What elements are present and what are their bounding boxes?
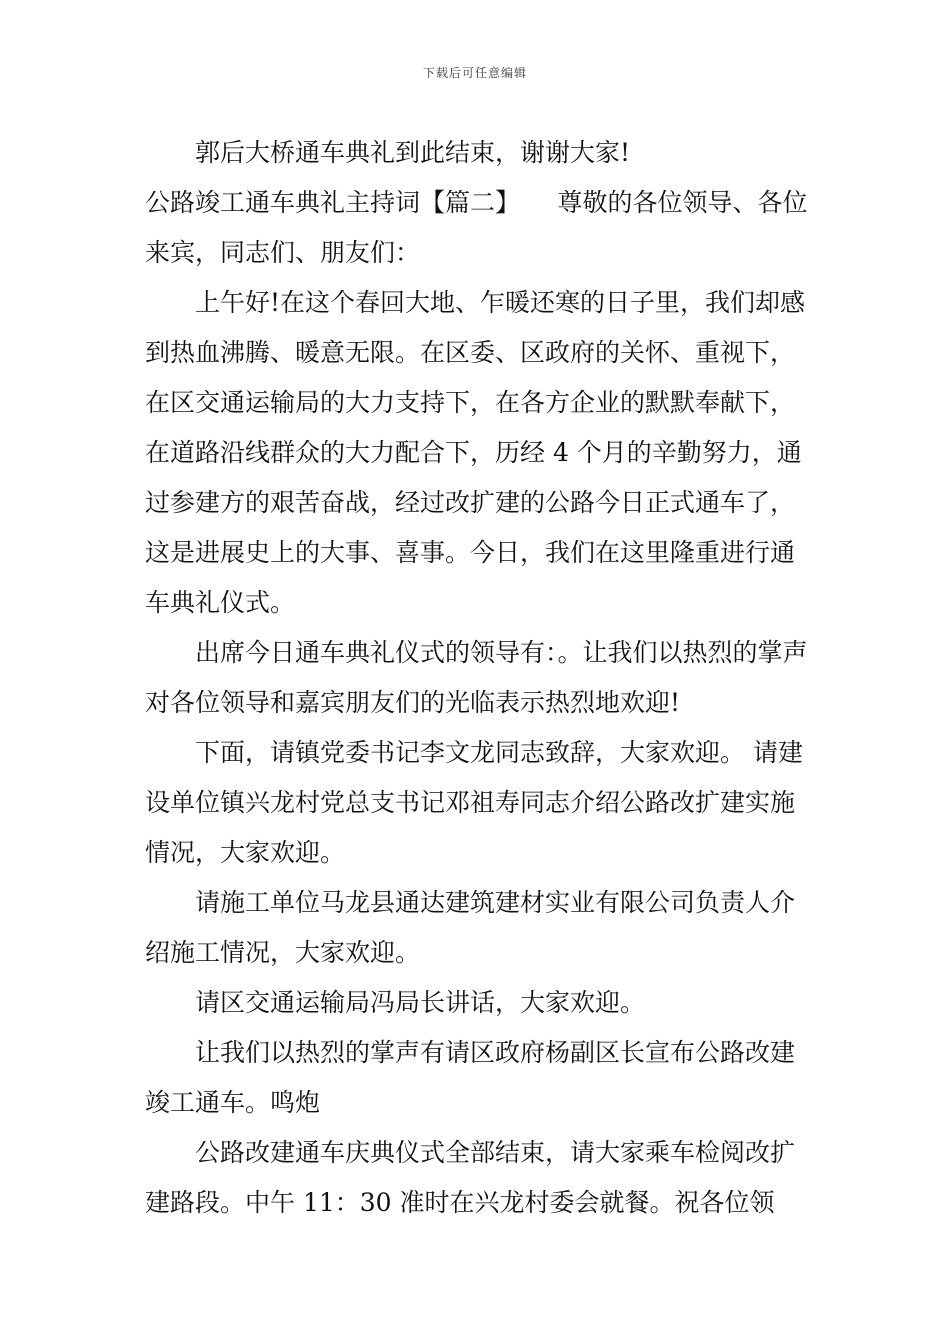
paragraph-opening-speech: 上午好!在这个春回大地、乍暖还寒的日子里，我们却感到热血沸腾、暖意无限。在区委、区政府的关怀、重视下，在区交通运输局的大力支持下，在各方企业的默默奉献下，在道路沿线群众的大力配合下，历经 4 个月的辛勤努力，通过参建方的艰苦奋战，经过改扩建的公路今日正式通车了，这是进展史上的大事、喜事。今日，我们在这里隆重进行通车典礼仪式。 xyxy=(145,288,806,617)
paragraph-ceremony-end: 公路改建通车庆典仪式全部结束，请大家乘车检阅改扩建路段。中午 11：30 准时在兴龙村委会就餐。祝各位领 xyxy=(145,1138,796,1217)
document-body xyxy=(145,128,810,1228)
paragraph-opening-announcement: 让我们以热烈的掌声有请区政府杨副区长宣布公路改建竣工通车。鸣炮 xyxy=(145,1038,796,1117)
paragraph-construction-introduction: 请施工单位马龙县通达建筑建材实业有限公司负责人介绍施工情况，大家欢迎。 xyxy=(145,888,796,967)
paragraph-bureau-chief-speech: 请区交通运输局冯局长讲话，大家欢迎。 xyxy=(195,988,646,1017)
paragraph-section-title-greeting: 公路竣工通车典礼主持词【篇二】 尊敬的各位领导、各位来宾，同志们、朋友们： xyxy=(145,188,808,267)
paragraph-closing-remark: 郭后大桥通车典礼到此结束，谢谢大家! xyxy=(195,138,631,167)
paragraph-attending-leaders: 出席今日通车典礼仪式的领导有：。让我们以热烈的掌声对各位领导和嘉宾朋友们的光临表示热烈地欢迎! xyxy=(145,638,808,717)
page-header: 下载后可任意编辑 xyxy=(422,66,527,80)
paragraph-party-secretary-address: 下面，请镇党委书记李文龙同志致辞，大家欢迎。 请建设单位镇兴龙村党总支书记邓祖寿同志介绍公路改扩建实施情况，大家欢迎。 xyxy=(145,738,803,867)
